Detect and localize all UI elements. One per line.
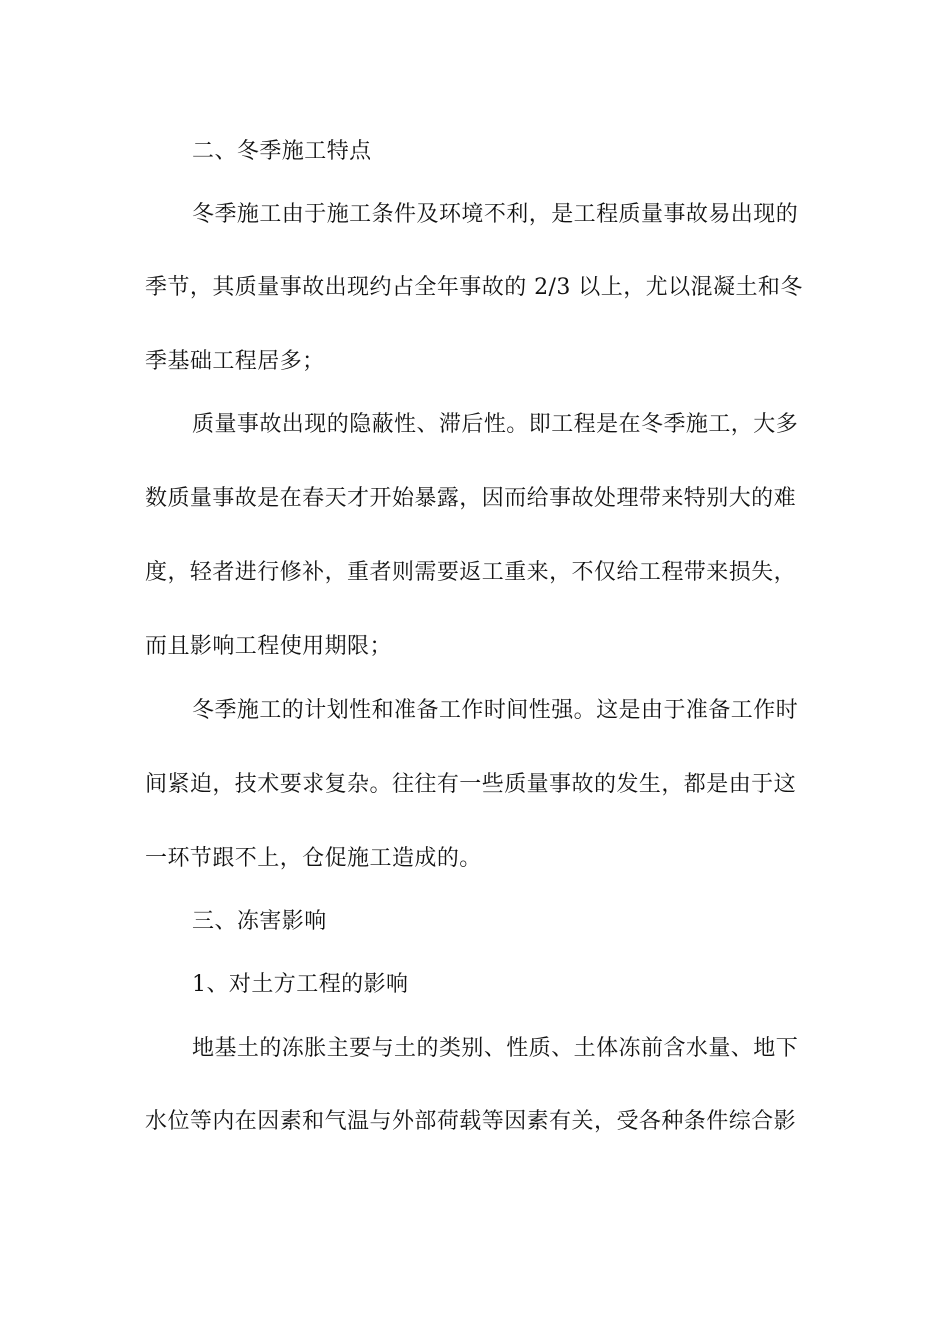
paragraph-line: 而且影响工程使用期限； [145,634,392,659]
paragraph-line: 冬季施工由于施工条件及环境不利，是工程质量事故易出现的 [192,202,799,227]
paragraph-line: 一环节跟不上，仓促施工造成的。 [145,846,482,871]
paragraph-line: 质量事故出现的隐蔽性、滞后性。即工程是在冬季施工，大多 [192,412,799,437]
paragraph-line: 冬季施工的计划性和准备工作时间性强。这是由于准备工作时 [192,698,799,723]
paragraph-line: 季节，其质量事故出现约占全年事故的 2/3 以上，尤以混凝土和冬 [145,275,803,300]
section-heading-frost-damage: 三、冻害影响 [192,909,327,934]
paragraph-line: 季基础工程居多； [145,349,325,374]
subsection-heading-earthwork: 1、对土方工程的影响 [192,972,409,997]
paragraph-line: 间紧迫，技术要求复杂。往往有一些质量事故的发生，都是由于这 [145,772,797,797]
paragraph-line: 数质量事故是在春天才开始暴露，因而给事故处理带来特别大的难 [145,486,797,511]
paragraph-line: 度，轻者进行修补，重者则需要返工重来，不仅给工程带来损失， [145,560,797,585]
paragraph-line: 地基土的冻胀主要与土的类别、性质、土体冻前含水量、地下 [192,1036,799,1061]
section-heading-winter-construction: 二、冬季施工特点 [192,139,372,164]
paragraph-line: 水位等内在因素和气温与外部荷载等因素有关，受各种条件综合影 [145,1109,797,1134]
